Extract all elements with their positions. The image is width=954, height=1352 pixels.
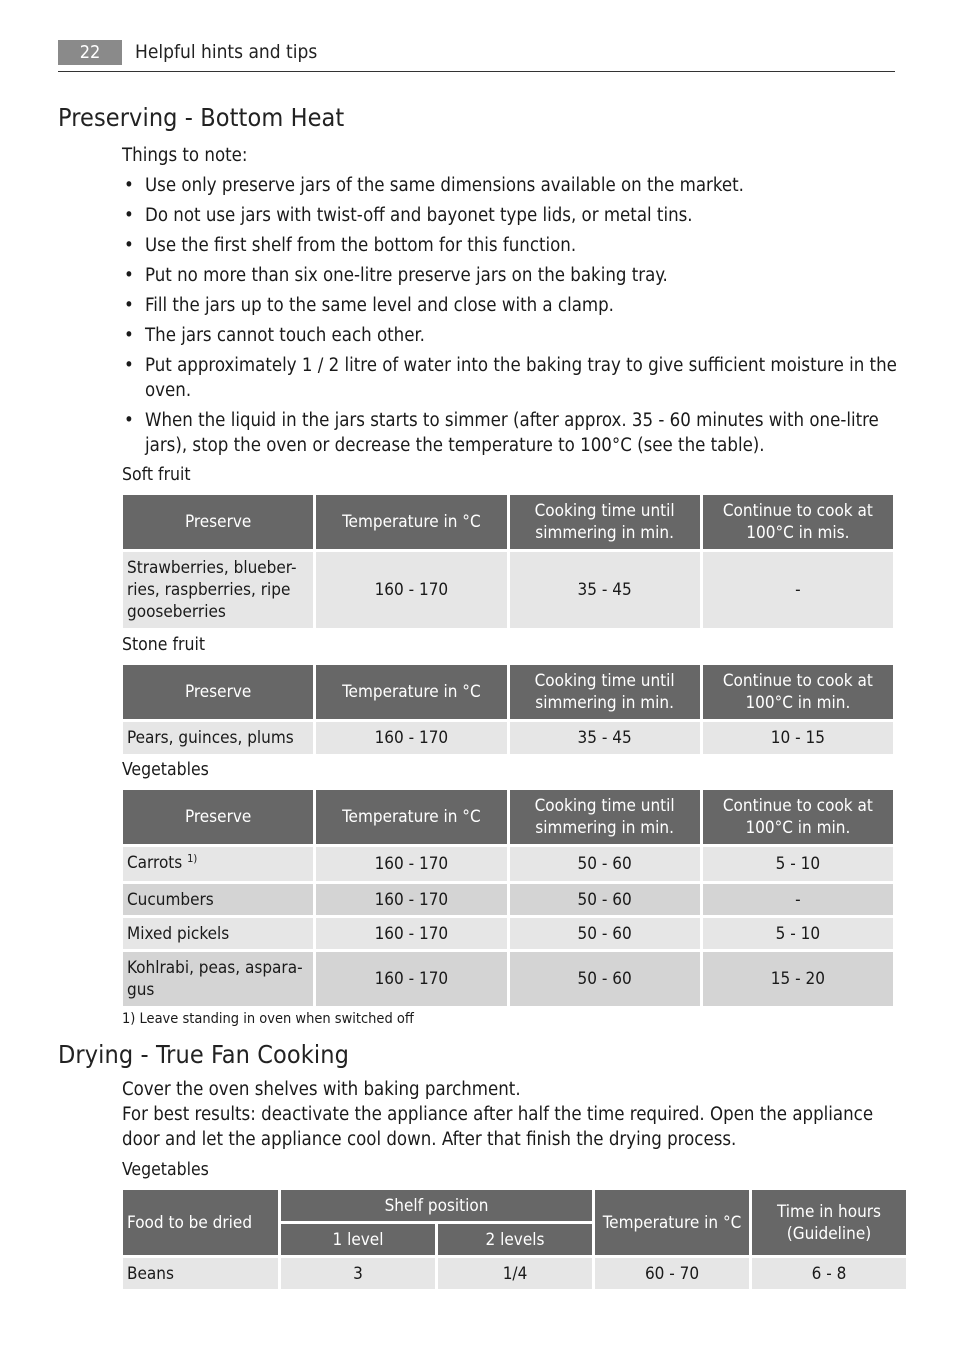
table-row: [123, 884, 893, 915]
table-cell: 5 - 10: [703, 847, 893, 881]
column-header: Preserve: [123, 665, 313, 719]
paragraph: For best results: deactivate the appliance after half the time required. Open the appliance door and let the appliance cool down. After that finish the drying process.: [122, 1104, 874, 1150]
page-header: [58, 40, 895, 72]
table-cell: 6 - 8: [752, 1258, 906, 1289]
table-row: [123, 847, 893, 881]
bullet-icon: •: [124, 410, 134, 431]
table-cell: 35 - 45: [510, 552, 700, 628]
footnote-marker: 1): [187, 852, 198, 865]
table-cell: Strawberries, blueber-ries, raspberries, ripe gooseberries: [123, 552, 313, 628]
table-row: [123, 1258, 906, 1289]
column-header: Shelf position: [281, 1190, 592, 1221]
table-cell: 160 - 170: [316, 884, 506, 915]
paragraph: Cover the oven shelves with baking parchment.: [122, 1079, 521, 1100]
table-cell: 15 - 20: [703, 952, 893, 1006]
section-heading-drying: Drying - True Fan Cooking: [58, 1040, 349, 1069]
table-cell: 5 - 10: [703, 918, 893, 949]
table-cell: 60 - 70: [595, 1258, 749, 1289]
bullet-icon: •: [124, 325, 134, 346]
column-header: Temperature in °C: [595, 1190, 749, 1255]
list-item: • Put approximately 1 / 2 litre of water into the baking tray to give sufficient moisture in the oven.: [124, 355, 897, 401]
table-cell: 50 - 60: [510, 918, 700, 949]
table-cell: -: [703, 884, 893, 915]
table-caption-vegetables: Vegetables: [122, 760, 209, 780]
soft-fruit-table: [120, 492, 896, 631]
table-cell: 10 - 15: [703, 722, 893, 754]
table-cell: 50 - 60: [510, 952, 700, 1006]
column-header: Food to be dried: [123, 1190, 278, 1255]
table-cell: Carrots $^{1)}$: [123, 847, 313, 881]
table-cell: 3: [281, 1258, 435, 1289]
column-header: Continue to cook at 100°C in min.: [703, 790, 893, 844]
table-row: [123, 552, 893, 628]
table-cell: Kohlrabi, peas, aspara-gus: [123, 952, 313, 1006]
bullet-icon: •: [124, 235, 134, 256]
footnote: 1) Leave standing in oven when switched off: [122, 1011, 414, 1027]
column-header: Cooking time until simmering in min.: [510, 665, 700, 719]
table-cell: Mixed pickels: [123, 918, 313, 949]
column-header: Cooking time until simmering in min.: [510, 790, 700, 844]
bullet-icon: •: [124, 295, 134, 316]
column-header: Temperature in °C: [316, 665, 506, 719]
table-cell: Beans: [123, 1258, 278, 1289]
table-cell: 50 - 60: [510, 847, 700, 881]
column-header: Cooking time until simmering in min.: [510, 495, 700, 549]
table-row: [123, 918, 893, 949]
stone-fruit-table: [120, 662, 896, 757]
table-cell: 50 - 60: [510, 884, 700, 915]
table-row: [123, 952, 893, 1006]
column-header: Preserve: [123, 790, 313, 844]
column-header: 2 levels: [438, 1224, 592, 1255]
column-header: Temperature in °C: [316, 495, 506, 549]
things-to-note-label: Things to note:: [122, 145, 248, 166]
table-cell: 35 - 45: [510, 722, 700, 754]
table-cell: -: [703, 552, 893, 628]
column-header: Time in hours (Guideline): [752, 1190, 906, 1255]
list-item: • Put no more than six one-litre preserve jars on the baking tray.: [124, 265, 668, 286]
table-cell: 160 - 170: [316, 847, 506, 881]
running-title: Helpful hints and tips: [135, 41, 318, 63]
list-item: • Do not use jars with twist-off and bayonet type lids, or metal tins.: [124, 205, 693, 226]
column-header: Preserve: [123, 495, 313, 549]
list-item: • The jars cannot touch each other.: [124, 325, 425, 346]
table-cell: Cucumbers: [123, 884, 313, 915]
bullet-icon: •: [124, 265, 134, 286]
column-header: Continue to cook at 100°C in mis.: [703, 495, 893, 549]
list-item: • When the liquid in the jars starts to simmer (after approx. 35 - 60 minutes with one-litre jars), stop the oven or decrease the temperature to 100°C (see the table).: [124, 410, 879, 456]
list-item: • Fill the jars up to the same level and close with a clamp.: [124, 295, 614, 316]
drying-table: [120, 1187, 909, 1292]
column-header: 1 level: [281, 1224, 435, 1255]
table-cell: 160 - 170: [316, 918, 506, 949]
section-heading-preserving: Preserving - Bottom Heat: [58, 103, 345, 132]
list-item: • Use only preserve jars of the same dimensions available on the market.: [124, 175, 744, 196]
table-cell: 1/4: [438, 1258, 592, 1289]
column-header: Continue to cook at 100°C in min.: [703, 665, 893, 719]
table-cell: Pears, guinces, plums: [123, 722, 313, 754]
column-header: Temperature in °C: [316, 790, 506, 844]
bullet-icon: •: [124, 175, 134, 196]
table-row: [123, 722, 893, 754]
table-cell: 160 - 170: [316, 952, 506, 1006]
list-item: • Use the first shelf from the bottom for this function.: [124, 235, 577, 256]
vegetables-table: [120, 787, 896, 1009]
bullet-icon: •: [124, 355, 134, 376]
table-caption-soft-fruit: Soft fruit: [122, 465, 191, 485]
table-caption-stone-fruit: Stone fruit: [122, 635, 205, 655]
tips-list: [122, 173, 897, 463]
bullet-icon: •: [124, 205, 134, 226]
table-caption-drying-vegetables: Vegetables: [122, 1160, 209, 1180]
table-cell: 160 - 170: [316, 552, 506, 628]
page-number: 22: [58, 40, 122, 65]
table-cell: 160 - 170: [316, 722, 506, 754]
